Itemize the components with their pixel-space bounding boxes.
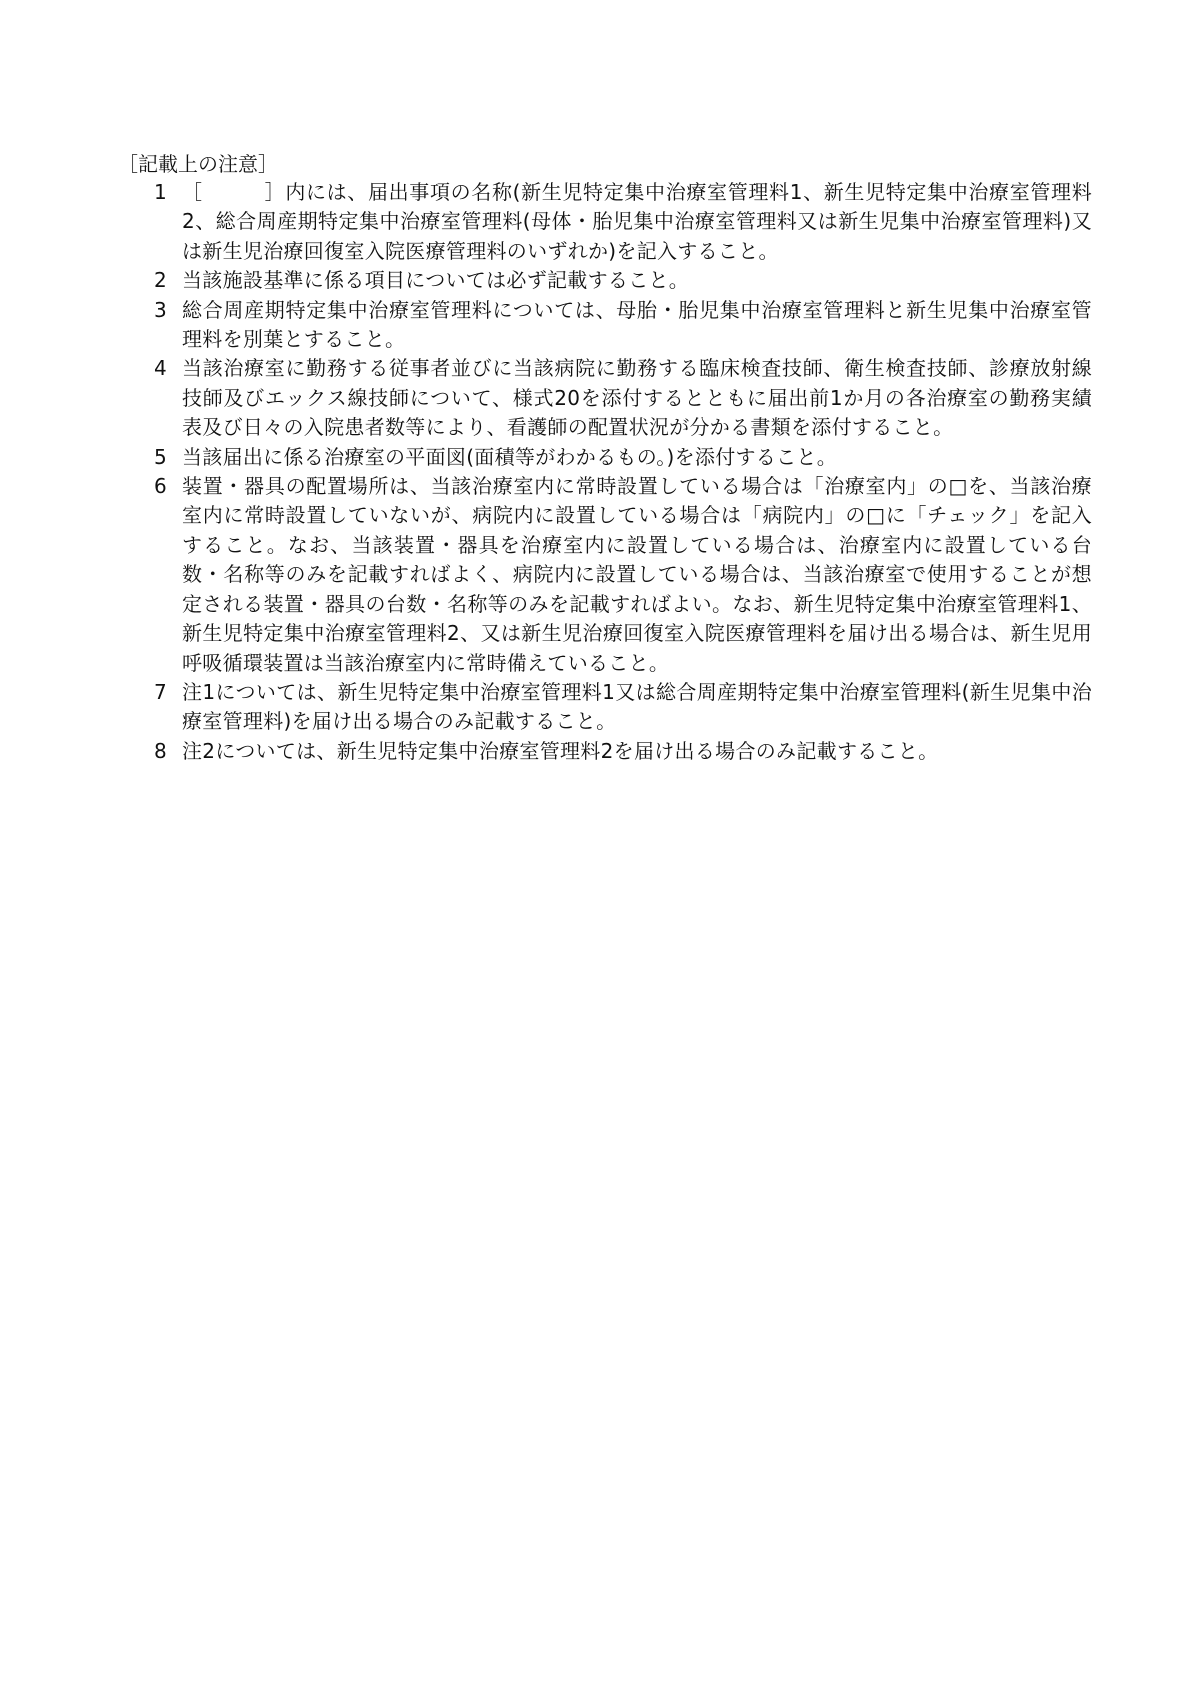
note-text: 総合周産期特定集中治療室管理料については、母胎・胎児集中治療室管理料と新生児集中治療室管理料を別葉とすること。: [182, 297, 1092, 352]
note-text: 装置・器具の配置場所は、当該治療室内に常時設置している場合は「治療室内」の□を、当該治療室内に常時設置していないが、病院内に設置している場合は「病院内」の□に「チェック」を記入すること。なお、当該装置・器具を治療室内に設置している場合は、治療室内に設置している台数・名称等のみを記載すればよく、病院内に設置している場合は、当該治療室で使用することが想定される装置・器具の台数・名称等のみを記載すればよい。なお、新生児特定集中治療室管理料1、新生児特定集中治療室管理料2、又は新生児治療回復室入院医療管理料を届け出る場合は、新生児用呼吸循環装置は当該治療室内に常時備えていること。: [182, 474, 1092, 675]
notes-list: [152, 178, 1092, 766]
note-number: 1: [154, 180, 168, 204]
note-number: 3: [154, 297, 168, 322]
note-item: [152, 678, 1092, 737]
note-number: 7: [154, 679, 168, 704]
note-number: 8: [154, 738, 168, 763]
note-item: [152, 178, 1092, 266]
note-item: [152, 737, 1092, 766]
note-text: 当該届出に係る治療室の平面図(面積等がわかるもの。)を添付すること。: [182, 444, 838, 469]
note-number: 6: [154, 474, 168, 499]
note-item: [152, 472, 1092, 678]
note-text: 注2については、新生児特定集中治療室管理料2を届け出る場合のみ記載すること。: [182, 738, 939, 763]
note-text: 当該施設基準に係る項目については必ず記載すること。: [182, 268, 690, 293]
note-text: ［ ］内には、届出事項の名称(新生児特定集中治療室管理料1、新生児特定集中治療室管理料2、総合周産期特定集中治療室管理料(母体・胎児集中治療室管理料又は新生児集中治療室管理料)又は新生児治療回復室入院医療管理料のいずれか)を記入すること。: [182, 180, 1092, 263]
note-text: 注1については、新生児特定集中治療室管理料1又は総合周産期特定集中治療室管理料(新生児集中治療室管理料)を届け出る場合のみ記載すること。: [182, 679, 1092, 734]
note-item: [152, 443, 1092, 472]
notes-heading: ［記載上の注意］: [118, 152, 278, 176]
note-item: [152, 354, 1092, 442]
note-item: [152, 296, 1092, 355]
note-number: 2: [154, 268, 168, 293]
note-text: 当該治療室に勤務する従事者並びに当該病院に勤務する臨床検査技師、衛生検査技師、診療放射線技師及びエックス線技師について、様式20を添付するとともに届出前1か月の各治療室の勤務実績表及び日々の入院患者数等により、看護師の配置状況が分かる書類を添付すること。: [182, 356, 1092, 440]
note-number: 4: [154, 356, 168, 381]
note-number: 5: [154, 444, 168, 469]
note-item: [152, 266, 1092, 295]
